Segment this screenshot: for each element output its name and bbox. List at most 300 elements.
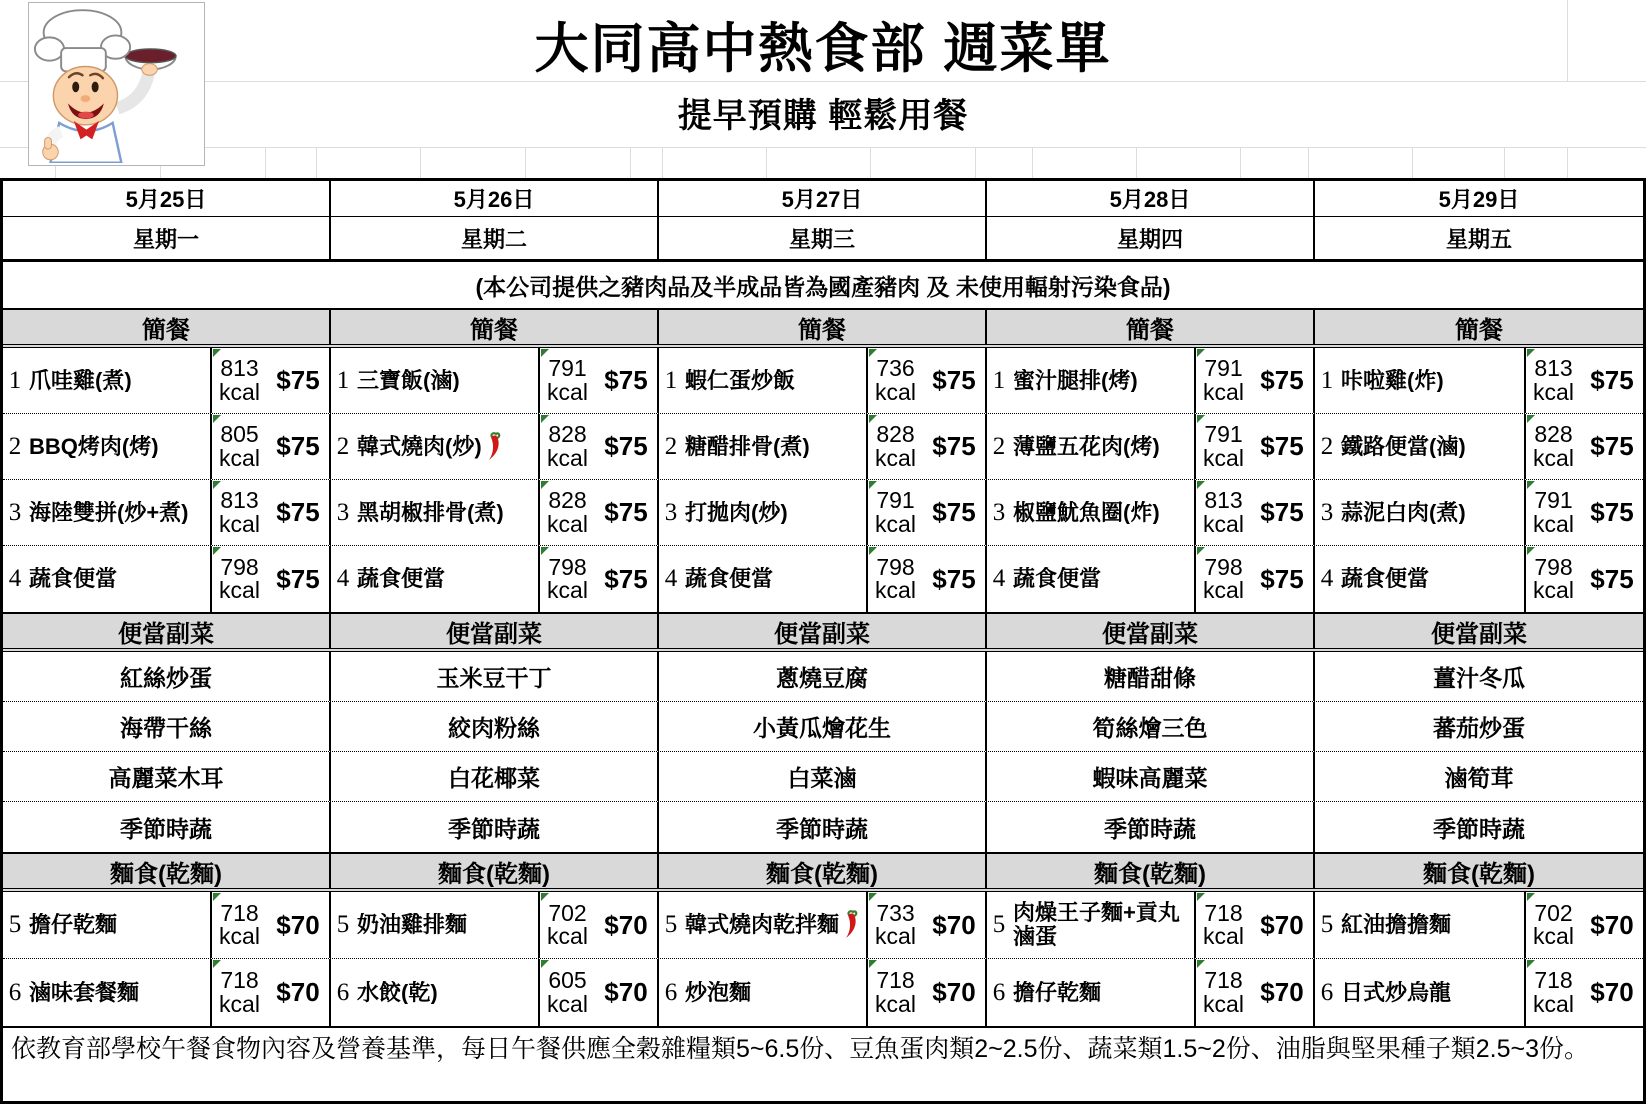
section-header-cell: 便當副菜: [3, 614, 331, 648]
kcal-cell: [1524, 480, 1581, 545]
kcal-unit: kcal: [1533, 378, 1574, 405]
cell-flag-icon: [869, 481, 877, 489]
kcal-cell: [1194, 414, 1251, 479]
item-name: 韓式燒肉乾拌麵: [685, 912, 840, 938]
kcal-unit: kcal: [875, 923, 916, 949]
cell-flag-icon: [1197, 960, 1205, 968]
item-number: 4: [8, 565, 22, 592]
noodle-row: [3, 892, 1643, 959]
item-number: 5: [336, 911, 350, 938]
kcal-value: 828: [548, 487, 587, 514]
item-price: $75: [604, 431, 648, 461]
menu-item-cell: [3, 480, 331, 545]
menu-item-cell: [987, 959, 1315, 1026]
section-header-cell: 麵食(乾麵): [987, 854, 1315, 888]
cell-flag-icon: [541, 481, 549, 489]
kcal-unit: kcal: [219, 990, 260, 1017]
kcal-unit: kcal: [219, 444, 260, 471]
kcal-unit: kcal: [1203, 378, 1244, 405]
item-name-wrap: [1339, 435, 1524, 459]
cell-flag-icon: [541, 547, 549, 555]
section-header-cell: 簡餐: [3, 310, 331, 344]
item-name: 蒜泥白肉(煮): [1341, 500, 1466, 525]
item-price: $75: [1260, 497, 1304, 527]
item-number: 5: [8, 911, 22, 938]
section-header-cell: 便當副菜: [331, 614, 659, 648]
menu-item-cell: [1315, 959, 1643, 1026]
side-dish-cell: 季節時蔬: [659, 802, 987, 852]
item-name: 黑胡椒排骨(煮): [357, 500, 504, 525]
kcal-cell: [538, 348, 595, 413]
item-price: $75: [1590, 563, 1634, 594]
cell-flag-icon: [1527, 349, 1535, 357]
item-price: $75: [1260, 563, 1304, 594]
kcal-value: 702: [548, 899, 587, 926]
cell-flag-icon: [1527, 415, 1535, 423]
cell-flag-icon: [541, 415, 549, 423]
item-name: 肉燥王子麵+貢丸滷蛋: [1013, 901, 1180, 949]
item-name-wrap: [1011, 369, 1194, 393]
item-name: 水餃(乾): [357, 980, 438, 1005]
item-number: 1: [8, 366, 22, 394]
item-name: 奶油雞排麵: [357, 913, 468, 937]
item-name: 鐵路便當(滷): [1341, 434, 1466, 459]
item-price: $70: [604, 909, 648, 940]
kcal-value: 828: [1534, 421, 1573, 448]
item-price: $70: [1260, 909, 1304, 940]
menu-table: [0, 178, 1646, 1104]
menu-item-cell: [331, 892, 659, 958]
item-name: 蝦仁蛋炒飯: [685, 368, 796, 393]
excel-gridline: [1567, 147, 1568, 178]
kcal-value: 718: [1534, 967, 1573, 994]
item-number: 6: [336, 978, 350, 1006]
excel-gridline: [870, 147, 871, 178]
cell-flag-icon: [869, 960, 877, 968]
side-dish-cell: 糖醋甜條: [987, 652, 1315, 701]
kcal-value: 828: [876, 421, 915, 448]
side-dish-cell: 白花椰菜: [331, 752, 659, 801]
kcal-unit: kcal: [547, 923, 588, 949]
item-number: 2: [992, 432, 1006, 460]
kcal-cell: [1194, 959, 1251, 1026]
item-name-wrap: [1011, 901, 1194, 949]
item-name-wrap: [683, 435, 866, 459]
excel-gridline: [1308, 147, 1309, 178]
item-name-wrap: [1011, 435, 1194, 459]
item-name-wrap: [683, 567, 866, 591]
kcal-value: 798: [1204, 553, 1243, 580]
excel-gridline: [1032, 147, 1033, 178]
kcal-cell: [866, 480, 923, 545]
side-dish-cell: 滷筍茸: [1444, 765, 1514, 791]
kcal-cell: [210, 348, 267, 413]
item-number: 4: [1320, 565, 1334, 592]
cell-flag-icon: [869, 893, 877, 901]
excel-gridline: [420, 147, 421, 178]
menu-item-cell: [3, 414, 331, 479]
footer-row: [3, 1026, 1643, 1101]
item-name: 蔬食便當: [685, 567, 774, 591]
cell-flag-icon: [213, 349, 221, 357]
item-price: $70: [276, 977, 320, 1007]
side-dish-cell: 蝦味高麗菜: [987, 752, 1315, 801]
chili-icon: [842, 910, 858, 940]
item-name: 海陸雙拼(炒+煮): [29, 500, 189, 525]
item-number: 2: [664, 432, 678, 460]
item-number: 6: [1320, 978, 1334, 1006]
page-subtitle: 提早預購 輕鬆用餐: [677, 97, 969, 135]
kcal-value: 791: [1204, 421, 1243, 448]
kcal-value: 798: [1534, 553, 1573, 580]
item-name-wrap: [1339, 369, 1524, 393]
item-name: 紅油擔擔麵: [1341, 913, 1452, 937]
item-name: 擔仔乾麵: [1013, 980, 1102, 1005]
side-dish-cell: 小黃瓜燴花生: [659, 702, 987, 751]
kcal-unit: kcal: [219, 577, 260, 603]
cell-flag-icon: [541, 893, 549, 901]
item-price: $70: [1260, 977, 1304, 1007]
kcal-cell: [210, 546, 267, 612]
menu-item-cell: [1315, 892, 1643, 958]
item-name: 蔬食便當: [1341, 567, 1430, 591]
side-dish-cell: 季節時蔬: [987, 802, 1315, 852]
kcal-cell: [210, 480, 267, 545]
item-name: 日式炒烏龍: [1341, 980, 1452, 1005]
noodle-row: [3, 959, 1643, 1026]
item-name-wrap: [1339, 913, 1524, 937]
item-number: 3: [664, 498, 678, 526]
menu-item-cell: [331, 480, 659, 545]
item-number: 4: [336, 565, 350, 592]
menu-item-cell: [659, 959, 987, 1026]
kcal-value: 798: [548, 553, 587, 580]
item-name-wrap: [355, 981, 538, 1005]
kcal-value: 718: [220, 967, 259, 994]
page-title: 大同高中熱食部 週菜單: [534, 19, 1112, 79]
item-name-wrap: [1011, 567, 1194, 591]
kcal-value: 813: [220, 355, 259, 382]
side-dish-cell: 蔥燒豆腐: [659, 652, 987, 701]
cell-flag-icon: [213, 547, 221, 555]
menu-item-cell: [987, 414, 1315, 479]
menu-item-cell: [987, 348, 1315, 413]
kcal-value: 805: [220, 421, 259, 448]
item-number: 1: [336, 366, 350, 394]
item-name: 薄鹽五花肉(烤): [1013, 434, 1160, 459]
side-dish-cell: 筍絲燴三色: [987, 702, 1315, 751]
excel-gridline: [1136, 147, 1137, 178]
side-dish-cell: 季節時蔬: [1433, 815, 1525, 842]
side-dish-cell: 季節時蔬: [331, 802, 659, 852]
item-price: $70: [276, 909, 320, 940]
excel-gridline: [766, 147, 767, 178]
item-number: 4: [664, 565, 678, 592]
item-name-wrap: [683, 369, 866, 393]
section-header-cell: 便當副菜: [1315, 614, 1643, 648]
menu-item-cell: [1315, 546, 1643, 612]
excel-gridline: [525, 147, 526, 178]
item-price: $75: [1260, 431, 1304, 461]
item-name: 糖醋排骨(煮): [685, 434, 810, 459]
section-header-cell: 簡餐: [987, 310, 1315, 344]
menu-item-cell: [331, 959, 659, 1026]
kcal-unit: kcal: [1203, 990, 1244, 1017]
item-price: $70: [932, 909, 976, 940]
kcal-unit: kcal: [1533, 510, 1574, 537]
date-row: [3, 181, 1643, 217]
item-name: 擔仔乾麵: [29, 913, 118, 937]
section-header-row: [3, 308, 1643, 348]
menu-item-cell: [987, 892, 1315, 958]
kcal-unit: kcal: [875, 510, 916, 537]
kcal-cell: [538, 892, 595, 958]
section-header-cell: 麵食(乾麵): [1315, 854, 1643, 888]
kcal-unit: kcal: [1533, 990, 1574, 1017]
kcal-cell: [1524, 546, 1581, 612]
section-header-cell: 麵食(乾麵): [659, 854, 987, 888]
item-number: 1: [1320, 366, 1334, 394]
kcal-value: 718: [220, 899, 259, 926]
item-number: 5: [992, 911, 1006, 938]
cell-flag-icon: [1197, 415, 1205, 423]
item-price: $75: [932, 365, 976, 395]
excel-gridline: [662, 147, 663, 178]
side-dish-cell: 蕃茄炒蛋: [1433, 715, 1525, 741]
kcal-cell: [538, 480, 595, 545]
kcal-cell: [1194, 546, 1251, 612]
kcal-value: 791: [876, 487, 915, 514]
item-name-wrap: [355, 567, 538, 591]
item-name-wrap: [27, 567, 210, 591]
weekday-cell: 星期一: [3, 217, 331, 259]
kcal-cell: [1194, 480, 1251, 545]
menu-item-cell: [3, 892, 331, 958]
cell-flag-icon: [869, 415, 877, 423]
chef-logo: [28, 2, 205, 166]
kcal-cell: [866, 892, 923, 958]
item-number: 3: [992, 498, 1006, 526]
kcal-unit: kcal: [1203, 577, 1244, 603]
section-header-cell: 簡餐: [1315, 310, 1643, 344]
item-name: 三寶飯(滷): [357, 368, 460, 393]
item-name: 打拋肉(炒): [685, 500, 788, 525]
menu-item-cell: [659, 546, 987, 612]
item-name-wrap: [27, 981, 210, 1005]
kcal-cell: [866, 414, 923, 479]
item-price: $70: [604, 977, 648, 1007]
side-dish-cell: 絞肉粉絲: [331, 702, 659, 751]
item-number: 5: [1320, 911, 1334, 938]
kcal-unit: kcal: [875, 378, 916, 405]
item-name-wrap: [355, 369, 538, 393]
item-name-wrap: [27, 913, 210, 937]
item-name: 椒鹽魷魚圈(炸): [1013, 500, 1160, 525]
kcal-unit: kcal: [219, 510, 260, 537]
item-price: $75: [604, 497, 648, 527]
kcal-cell: [210, 892, 267, 958]
item-number: 2: [8, 432, 22, 460]
kcal-unit: kcal: [875, 990, 916, 1017]
meal-row: [3, 348, 1643, 414]
section-header-cell: 便當副菜: [659, 614, 987, 648]
kcal-cell: [538, 414, 595, 479]
item-price: $75: [932, 563, 976, 594]
side-dish-cell: 紅絲炒蛋: [3, 652, 331, 701]
kcal-value: 718: [1204, 899, 1243, 926]
weekday-cell: 星期四: [987, 217, 1315, 259]
notice-text: (本公司提供之豬肉品及半成品皆為國產豬肉 及 未使用輻射污染食品): [475, 273, 1171, 300]
kcal-value: 605: [548, 967, 587, 994]
kcal-cell: [866, 959, 923, 1026]
kcal-cell: [1524, 892, 1581, 958]
kcal-value: 791: [548, 355, 587, 382]
cell-flag-icon: [1527, 547, 1535, 555]
kcal-value: 813: [1534, 355, 1573, 382]
item-name: 蜜汁腿排(烤): [1013, 368, 1138, 393]
excel-gridline: [1240, 147, 1241, 178]
kcal-cell: [210, 414, 267, 479]
side-dish-cell: 玉米豆干丁: [331, 652, 659, 701]
cell-flag-icon: [541, 960, 549, 968]
date-cell: 5月29日: [1438, 187, 1520, 212]
kcal-value: 798: [876, 553, 915, 580]
weekday-cell: 星期五: [1445, 226, 1512, 252]
kcal-value: 791: [1534, 487, 1573, 514]
item-number: 5: [664, 911, 678, 938]
item-name-wrap: [355, 432, 538, 462]
notice-row: [3, 262, 1643, 308]
item-name-wrap: [355, 913, 538, 937]
kcal-unit: kcal: [1203, 510, 1244, 537]
item-number: 1: [664, 366, 678, 394]
item-price: $70: [1590, 909, 1634, 940]
side-dish-cell: 薑汁冬瓜: [1433, 665, 1525, 691]
kcal-cell: [1524, 414, 1581, 479]
item-price: $70: [1590, 977, 1634, 1007]
excel-gridline: [1504, 147, 1505, 178]
cell-flag-icon: [213, 481, 221, 489]
item-name-wrap: [27, 501, 210, 525]
menu-item-cell: [331, 414, 659, 479]
chili-icon: [485, 432, 501, 462]
item-price: $75: [1260, 365, 1304, 395]
item-number: 6: [8, 978, 22, 1006]
menu-item-cell: [1315, 480, 1643, 545]
item-name-wrap: [27, 435, 210, 459]
cell-flag-icon: [1527, 960, 1535, 968]
kcal-value: 736: [876, 355, 915, 382]
item-price: $75: [1590, 365, 1634, 395]
item-name-wrap: [1339, 567, 1524, 591]
item-number: 3: [8, 498, 22, 526]
cell-flag-icon: [1197, 349, 1205, 357]
item-price: $75: [1590, 497, 1634, 527]
menu-item-cell: [987, 546, 1315, 612]
menu-item-cell: [331, 348, 659, 413]
menu-item-cell: [987, 480, 1315, 545]
kcal-cell: [210, 959, 267, 1026]
kcal-value: 718: [1204, 967, 1243, 994]
kcal-unit: kcal: [1203, 444, 1244, 471]
date-cell: 5月26日: [331, 181, 659, 216]
item-name: 蔬食便當: [357, 567, 446, 591]
item-name-wrap: [27, 369, 210, 393]
excel-gridline: [1412, 147, 1413, 178]
side-dish-row: [3, 802, 1643, 852]
kcal-cell: [538, 546, 595, 612]
item-name-wrap: [1011, 501, 1194, 525]
item-number: 3: [1320, 498, 1334, 526]
menu-item-cell: [659, 892, 987, 958]
kcal-value: 798: [220, 553, 259, 580]
weekday-cell: 星期三: [659, 217, 987, 259]
cell-flag-icon: [1527, 893, 1535, 901]
item-name-wrap: [1011, 981, 1194, 1005]
item-name-wrap: [683, 981, 866, 1005]
item-name: 咔啦雞(炸): [1341, 368, 1444, 393]
side-dish-row: [3, 702, 1643, 752]
section-header-cell: 麵食(乾麵): [3, 854, 331, 888]
item-price: $75: [604, 563, 648, 594]
kcal-unit: kcal: [875, 577, 916, 603]
kcal-value: 702: [1534, 899, 1573, 926]
cell-flag-icon: [869, 349, 877, 357]
kcal-cell: [1524, 959, 1581, 1026]
kcal-unit: kcal: [1533, 923, 1574, 949]
kcal-cell: [1524, 348, 1581, 413]
chef-illustration: [32, 5, 202, 163]
side-dish-cell: 海帶干絲: [3, 702, 331, 751]
cell-flag-icon: [541, 349, 549, 357]
date-cell: 5月28日: [987, 181, 1315, 216]
menu-item-cell: [3, 348, 331, 413]
menu-item-cell: [659, 480, 987, 545]
item-number: 2: [336, 432, 350, 460]
item-name: 炒泡麵: [685, 980, 752, 1005]
kcal-value: 791: [1204, 355, 1243, 382]
cell-flag-icon: [1527, 481, 1535, 489]
section-header-cell: 便當副菜: [987, 614, 1315, 648]
item-price: $75: [932, 497, 976, 527]
excel-gridline: [0, 147, 1646, 148]
section-header-cell: 簡餐: [331, 310, 659, 344]
cell-flag-icon: [1197, 893, 1205, 901]
weekday-cell: 星期二: [331, 217, 659, 259]
side-dish-cell: 白菜滷: [659, 752, 987, 801]
excel-gridline: [316, 147, 317, 178]
date-cell: 5月25日: [3, 181, 331, 216]
excel-gridline: [975, 147, 976, 178]
item-number: 2: [1320, 432, 1334, 460]
item-name-wrap: [683, 910, 866, 940]
kcal-value: 733: [876, 899, 915, 926]
item-number: 6: [992, 978, 1006, 1006]
section-header-row: [3, 852, 1643, 892]
cell-flag-icon: [213, 415, 221, 423]
weekday-row: [3, 217, 1643, 262]
cell-flag-icon: [869, 547, 877, 555]
item-price: $75: [276, 365, 320, 395]
kcal-unit: kcal: [219, 378, 260, 405]
section-header-cell: 簡餐: [659, 310, 987, 344]
item-number: 6: [664, 978, 678, 1006]
item-name: 爪哇雞(煮): [29, 368, 132, 393]
kcal-unit: kcal: [547, 577, 588, 603]
menu-item-cell: [659, 414, 987, 479]
side-dish-row: [3, 752, 1643, 802]
meal-row: [3, 480, 1643, 546]
